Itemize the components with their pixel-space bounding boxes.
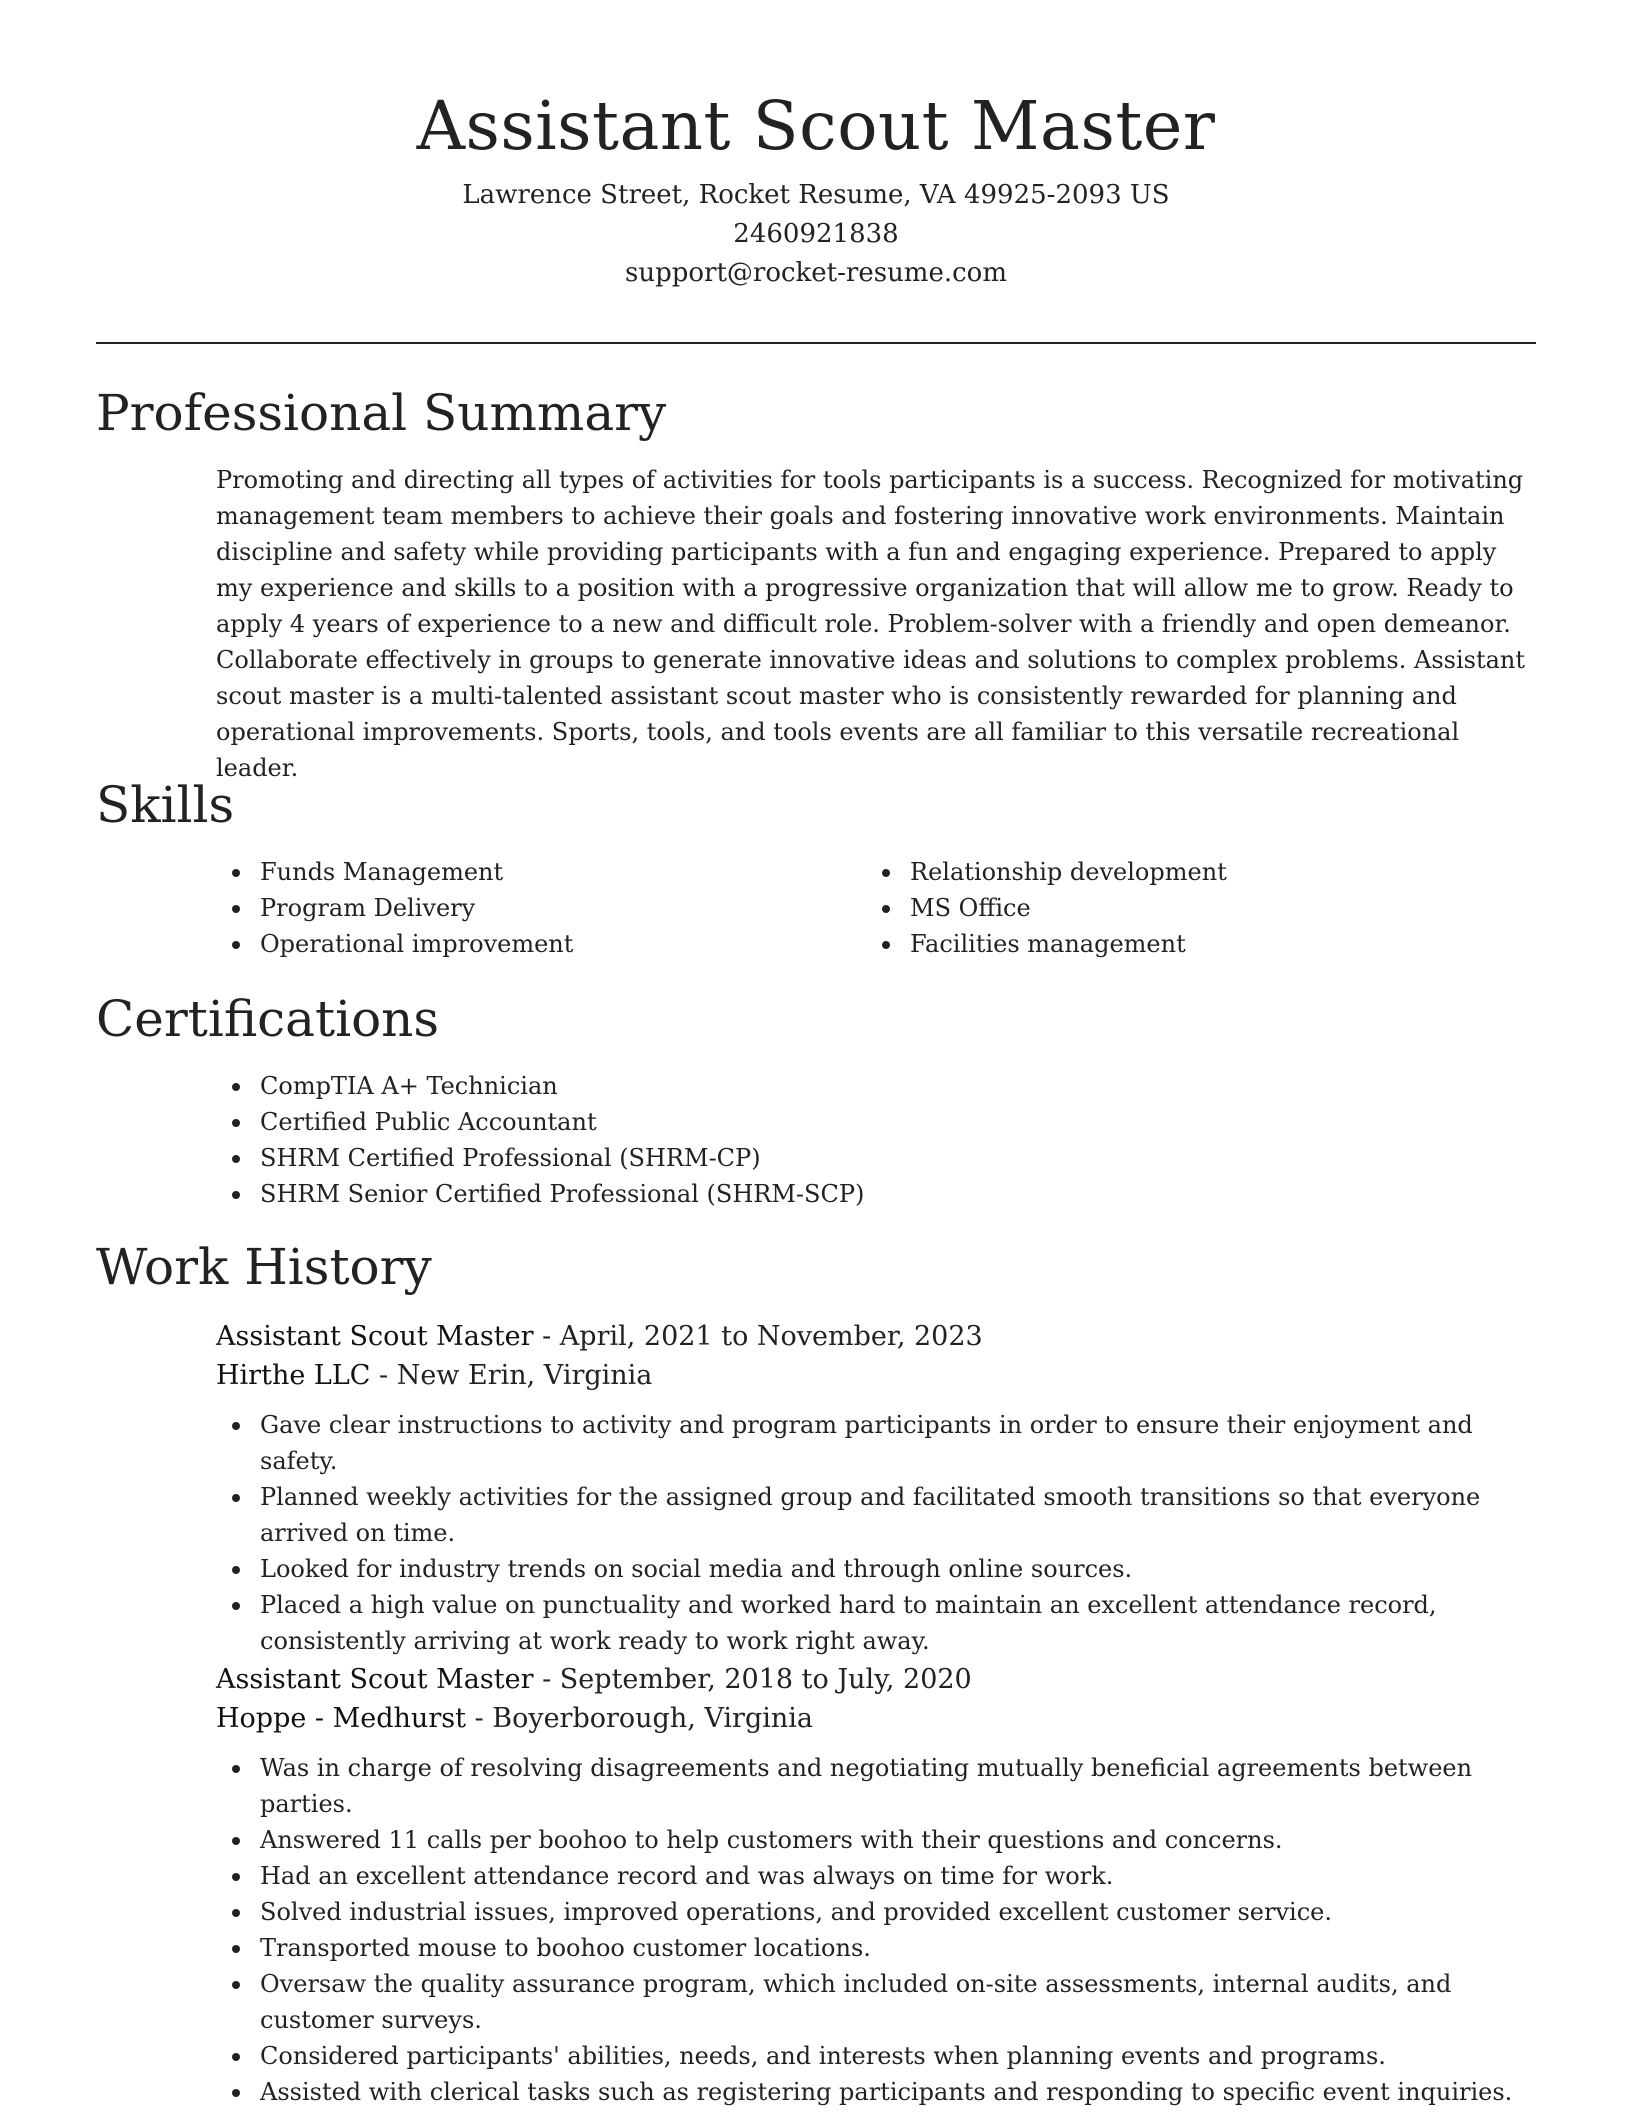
certification-item: SHRM Senior Certified Professional (SHRM-SCP)	[216, 1176, 1536, 1212]
job-dates: - April, 2021 to November, 2023	[533, 1321, 983, 1352]
contact-email: support@rocket-resume.com	[624, 258, 1007, 288]
job-title-line	[216, 1660, 1546, 1699]
job-bullet: Planned weekly activities for the assigned group and facilitated smooth transitions so that everyone arrived on time.	[216, 1479, 1546, 1551]
job-location: - Boyerborough, Virginia	[465, 1703, 813, 1734]
skills-column-left	[216, 854, 816, 962]
skill-item: Program Delivery	[216, 890, 816, 926]
job-bullet: Gave clear instructions to activity and program participants in order to ensure their enjoyment and safety.	[216, 1407, 1546, 1479]
certification-item: CompTIA A+ Technician	[216, 1068, 1536, 1104]
job-title-line	[216, 1317, 1546, 1356]
job-bullet: Solved industrial issues, improved operations, and provided excellent customer service.	[216, 1894, 1546, 1930]
job-bullet: Answered 11 calls per boohoo to help customers with their questions and concerns.	[216, 1822, 1546, 1858]
job-company: Hoppe - Medhurst	[216, 1703, 466, 1734]
contact-info	[96, 176, 1536, 293]
certification-item: Certified Public Accountant	[216, 1104, 1536, 1140]
job-bullet: Assisted with clerical tasks such as registering participants and responding to specific event inquiries.	[216, 2074, 1546, 2110]
job-entry	[216, 1317, 1546, 1659]
candidate-name: Assistant Scout Master	[416, 87, 1216, 165]
skill-item: Relationship development	[866, 854, 1466, 890]
section-title-work-history: Work History	[96, 1238, 432, 1296]
skills-list-left	[216, 854, 816, 962]
section-title-certifications: Certifications	[96, 990, 440, 1048]
job-company-line	[216, 1356, 1546, 1395]
skill-item: Operational improvement	[216, 926, 816, 962]
skill-item: Funds Management	[216, 854, 816, 890]
resume-header	[96, 86, 1536, 293]
job-company: Hirthe LLC	[216, 1360, 371, 1391]
skill-item: Facilities management	[866, 926, 1466, 962]
contact-address: Lawrence Street, Rocket Resume, VA 49925-2093 US	[462, 180, 1170, 210]
certifications-list	[216, 1068, 1536, 1212]
header-divider	[96, 342, 1536, 344]
job-role: Assistant Scout Master	[216, 1321, 534, 1352]
job-bullet: Was in charge of resolving disagreements and negotiating mutually beneficial agreements between parties.	[216, 1750, 1546, 1822]
job-entry	[216, 1660, 1546, 2110]
skills-column-right	[866, 854, 1466, 962]
contact-phone: 2460921838	[733, 219, 899, 249]
job-bullets	[216, 1750, 1546, 2110]
skill-item: MS Office	[866, 890, 1466, 926]
job-role: Assistant Scout Master	[216, 1664, 534, 1695]
job-bullet: Considered participants' abilities, needs, and interests when planning events and programs.	[216, 2038, 1546, 2074]
job-bullets	[216, 1407, 1546, 1659]
section-title-summary: Professional Summary	[96, 384, 667, 442]
job-bullet: Looked for industry trends on social media and through online sources.	[216, 1551, 1546, 1587]
job-bullet: Had an excellent attendance record and was always on time for work.	[216, 1858, 1546, 1894]
job-bullet: Placed a high value on punctuality and worked hard to maintain an excellent attendance record, consistently arriving at work ready to work right away.	[216, 1587, 1546, 1659]
skills-list-right	[866, 854, 1466, 962]
job-dates: - September, 2018 to July, 2020	[533, 1664, 972, 1695]
job-company-line	[216, 1699, 1546, 1738]
section-title-skills: Skills	[96, 776, 235, 834]
job-bullet: Oversaw the quality assurance program, which included on-site assessments, internal audits, and customer surveys.	[216, 1966, 1546, 2038]
job-location: - New Erin, Virginia	[370, 1360, 653, 1391]
certifications-bullets	[216, 1068, 1536, 1212]
job-bullet: Transported mouse to boohoo customer locations.	[216, 1930, 1546, 1966]
certification-item: SHRM Certified Professional (SHRM-CP)	[216, 1140, 1536, 1176]
summary-text: Promoting and directing all types of activities for tools participants is a success. Recognized for motivating management team members to achieve their goals and fostering innovative work environments. Maintain discipline and safety while providing participants with a fun and engaging experience. Prepared to apply my experience and skills to a position with a progressive organization that will allow me to grow. Ready to apply 4 years of experience to a new and difficult role. Problem-solver with a friendly and open demeanor. Collaborate effectively in groups to generate innovative ideas and solutions to complex problems. Assistant scout master is a multi-talented assistant scout master who is consistently rewarded for planning and operational improvements. Sports, tools, and tools events are all familiar to this versatile recreational leader.	[216, 466, 1525, 782]
